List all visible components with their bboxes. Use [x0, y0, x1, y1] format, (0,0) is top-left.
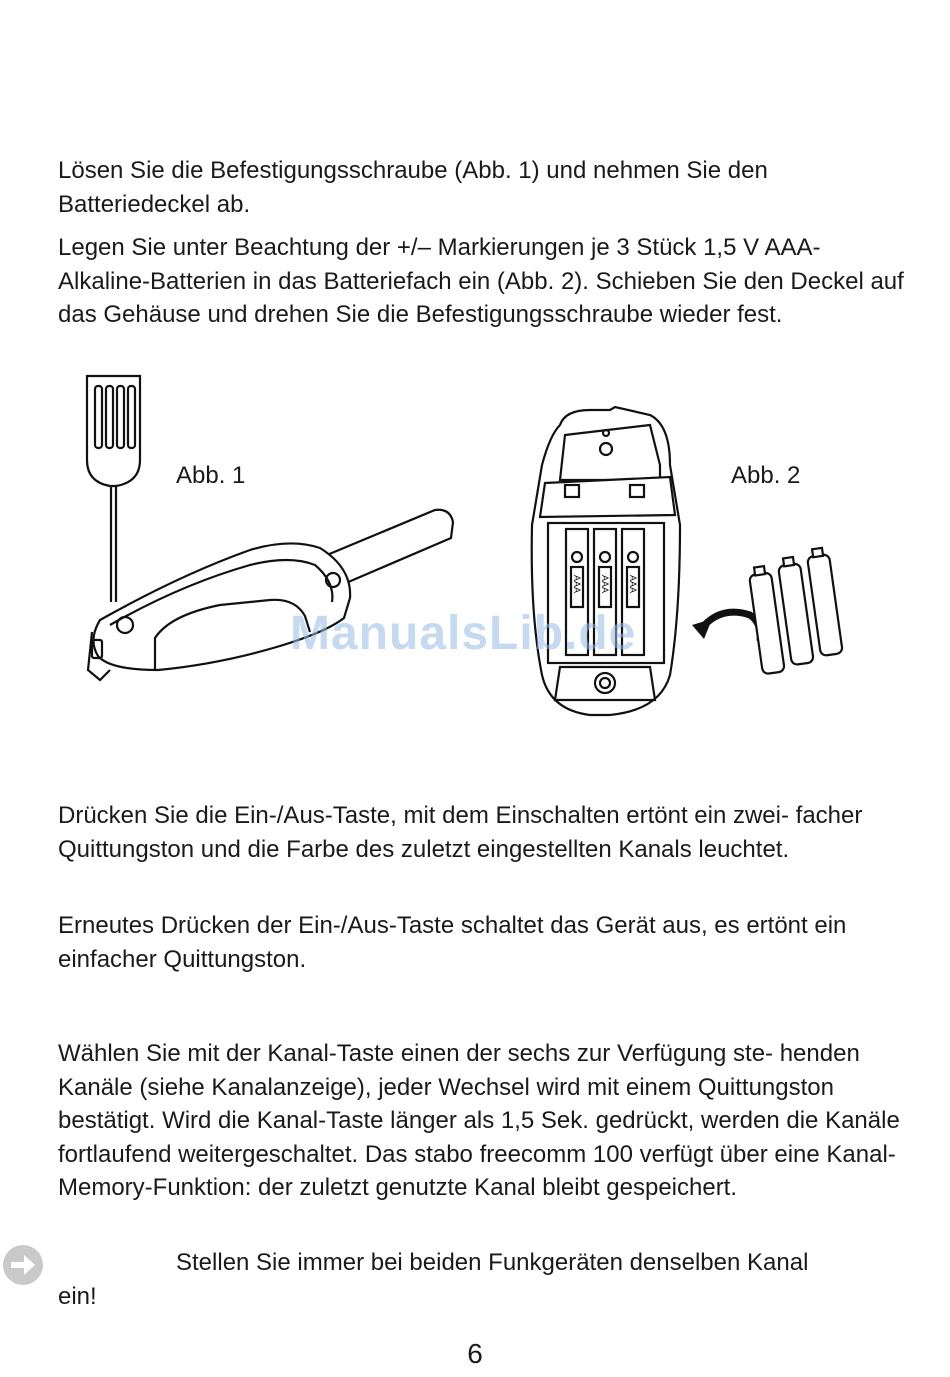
figure-1-illustration [80, 370, 380, 730]
figure-2-illustration [520, 405, 860, 725]
battery-label-2: AAA [600, 575, 610, 594]
note-text-line-2: ein! [58, 1283, 97, 1310]
figure-2-label: Abb. 2 [731, 462, 801, 489]
battery-label-1: AAA [572, 575, 582, 594]
paragraph-open-battery-cover: Lösen Sie die Befestigungsschraube (Abb. 1) und nehmen Sie den Batteriedeckel ab. [58, 157, 768, 218]
watermark: ManualsLib.de [290, 607, 637, 660]
note-text-line-1: Stellen Sie immer bei beiden Funkgeräten denselben Kanal [176, 1249, 809, 1276]
paragraph-power-off: Erneutes Drücken der Ein-/Aus-Taste schaltet das Gerät aus, es ertönt ein einfacher Quittungston. [58, 912, 847, 973]
arrow-right-icon [2, 1244, 44, 1286]
figure-1-label: Abb. 1 [176, 462, 246, 489]
paragraph-insert-batteries: Legen Sie unter Beachtung der +/– Markierungen je 3 Stück 1,5 V AAA-Alkaline-Batterien in das Batteriefach ein (Abb. 2). Schieben Sie den Deckel auf das Gehäuse und drehen Sie die Befestigungsschraube wieder fest. [58, 234, 904, 328]
paragraph-power-on: Drücken Sie die Ein-/Aus-Taste, mit dem Einschalten ertönt ein zwei- facher Quittungston und die Farbe des zuletzt eingestellten Kanals leuchtet. [58, 802, 863, 863]
battery-label-3: AAA [628, 575, 638, 594]
paragraph-channel-selection: Wählen Sie mit der Kanal-Taste einen der sechs zur Verfügung ste- henden Kanäle (siehe Kanalanzeige), jeder Wechsel wird mit einem Quittungston bestätigt. Wird die Kanal-Taste länger als 1,5 Sek. gedrückt, werden die Kanäle fortlaufend weitergeschaltet. Das stabo freecomm 100 verfügt über eine Kanal-Memory-Funktion: der zuletzt genutzte Kanal bleibt gespeichert. [58, 1040, 900, 1201]
page-number: 6 [467, 1338, 483, 1369]
